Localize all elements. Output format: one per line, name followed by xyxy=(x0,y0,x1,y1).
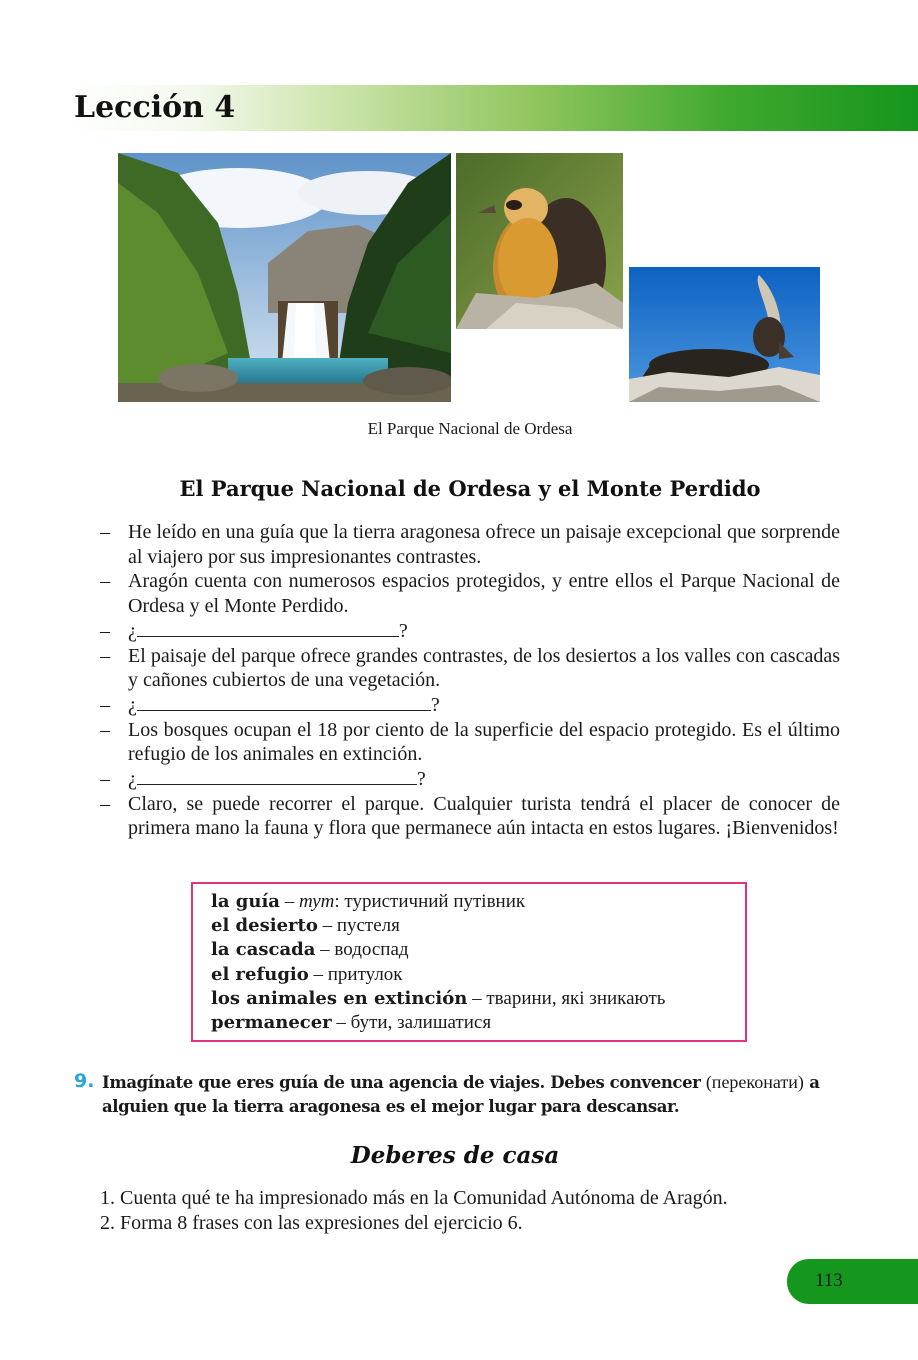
exercise-9 xyxy=(74,1070,844,1119)
vocab-abbreviation: тут xyxy=(298,891,335,912)
vocab-translation: притулок xyxy=(327,963,403,985)
vocab-translation: бути, залишатися xyxy=(350,1012,492,1034)
homework-item: 2. Forma 8 frases con las expresiones del ejercicio 6. xyxy=(100,1212,523,1234)
dialogue-list xyxy=(100,520,840,841)
ibex-photo xyxy=(629,267,820,402)
exercise-instruction: Imagínate que eres guía de una agencia de viajes. Debes convencer (переконати) a alguien que la tierra aragonesa es el mejor lugar para descansar. xyxy=(102,1072,820,1116)
answer-blank xyxy=(137,767,417,785)
lesson-title: Lección 4 xyxy=(74,90,236,125)
waterfall-photo xyxy=(118,153,451,402)
dialogue-text: El paisaje del parque ofrece grandes contrastes, de los desiertos a los valles con cascadas y cañones cubiertos de una vegetación. xyxy=(128,644,840,692)
vocab-translation: туристичний путівник xyxy=(344,891,526,912)
vocab-term: la guía xyxy=(211,891,280,912)
dialogue-text: He leído en una guía que la tierra aragonesa ofrece un paisaje excepcional que sorprende al viajero por sus impresionantes contrastes. xyxy=(128,521,840,568)
dialogue-question-blank: – ¿ ? xyxy=(100,693,440,716)
page-number-tab xyxy=(787,1259,918,1304)
photo-caption: El Parque Nacional de Ordesa xyxy=(367,419,573,438)
exercise-number: 9. xyxy=(74,1070,95,1092)
dialogue-question-blank: – ¿ ? xyxy=(100,768,426,791)
dialogue-line: – Aragón cuenta con numerosos espacios protegidos, y entre ellos el Parque Nacional de Ordesa y el Monte Perdido. xyxy=(100,570,840,618)
homework-list xyxy=(100,1186,728,1236)
dialogue-line: – El paisaje del parque ofrece grandes contrastes, de los desiertos a los valles con cascadas y cañones cubiertos de una vegetación. xyxy=(100,644,840,692)
homework-item: 1. Cuenta qué te ha impresionado más en la Comunidad Autónoma de Aragón. xyxy=(100,1187,728,1209)
homework-title: Deberes de casa xyxy=(350,1142,560,1169)
vocab-term: permanecer xyxy=(211,1012,332,1034)
dialogue-line: – He leído en una guía que la tierra aragonesa ofrece un paisaje excepcional que sorprende al viajero por sus impresionantes contrastes. xyxy=(100,521,840,568)
dialogue-question-blank: – ¿ ? xyxy=(100,619,408,642)
reading-title: El Parque Nacional de Ordesa y el Monte Perdido xyxy=(179,476,761,501)
vocab-translation: пустеля xyxy=(336,915,400,937)
exercise-gloss: (переконати) xyxy=(705,1072,804,1092)
dialogue-text: Claro, se puede recorrer el parque. Cualquier turista tendrá el placer de conocer de primera mano la fauna y flora que permanece aún intacta en estos lugares. ¡Bienvenidos! xyxy=(128,792,840,840)
dialogue-line: – Claro, se puede recorrer el parque. Cualquier turista tendrá el placer de conocer de primera mano la fauna y flora que permanece aún intacta en estos lugares. ¡Bienvenidos! xyxy=(100,792,840,840)
bearded-vulture-photo xyxy=(456,153,623,329)
vocab-entry: el refugio – притулок xyxy=(211,963,403,985)
vocab-entry: la guía – тут: туристичний путівник xyxy=(211,891,526,912)
dialogue-text: Los bosques ocupan el 18 por ciento de la superficie del espacio protegido. Es el último refugio de los animales en extinción. xyxy=(128,718,840,766)
page-number: 113 xyxy=(815,1270,843,1291)
vocab-entry: los animales en extinción – тварини, які зникають xyxy=(211,987,666,1009)
dialogue-line: – Los bosques ocupan el 18 por ciento de la superficie del espacio protegido. Es el último refugio de los animales en extinción. xyxy=(100,718,840,766)
dialogue-text: Aragón cuenta con numerosos espacios protegidos, y entre ellos el Parque Nacional de Ordesa y el Monte Perdido. xyxy=(128,570,840,618)
vocab-translation: тварини, які зникають xyxy=(486,987,666,1009)
answer-blank xyxy=(137,619,399,637)
vocab-entry: el desierto – пустеля xyxy=(211,915,400,937)
vocab-term: el desierto xyxy=(211,915,318,937)
vocab-term: el refugio xyxy=(211,963,309,985)
vocab-entry: la cascada – водоспад xyxy=(211,939,409,961)
answer-blank xyxy=(137,693,431,711)
vocabulary-box xyxy=(191,882,747,1042)
vocab-translation: водоспад xyxy=(334,939,409,961)
vocab-term: los animales en extinción xyxy=(211,987,468,1009)
vocab-term: la cascada xyxy=(211,939,316,961)
vocab-entry: permanecer – бути, залишатися xyxy=(211,1012,492,1034)
